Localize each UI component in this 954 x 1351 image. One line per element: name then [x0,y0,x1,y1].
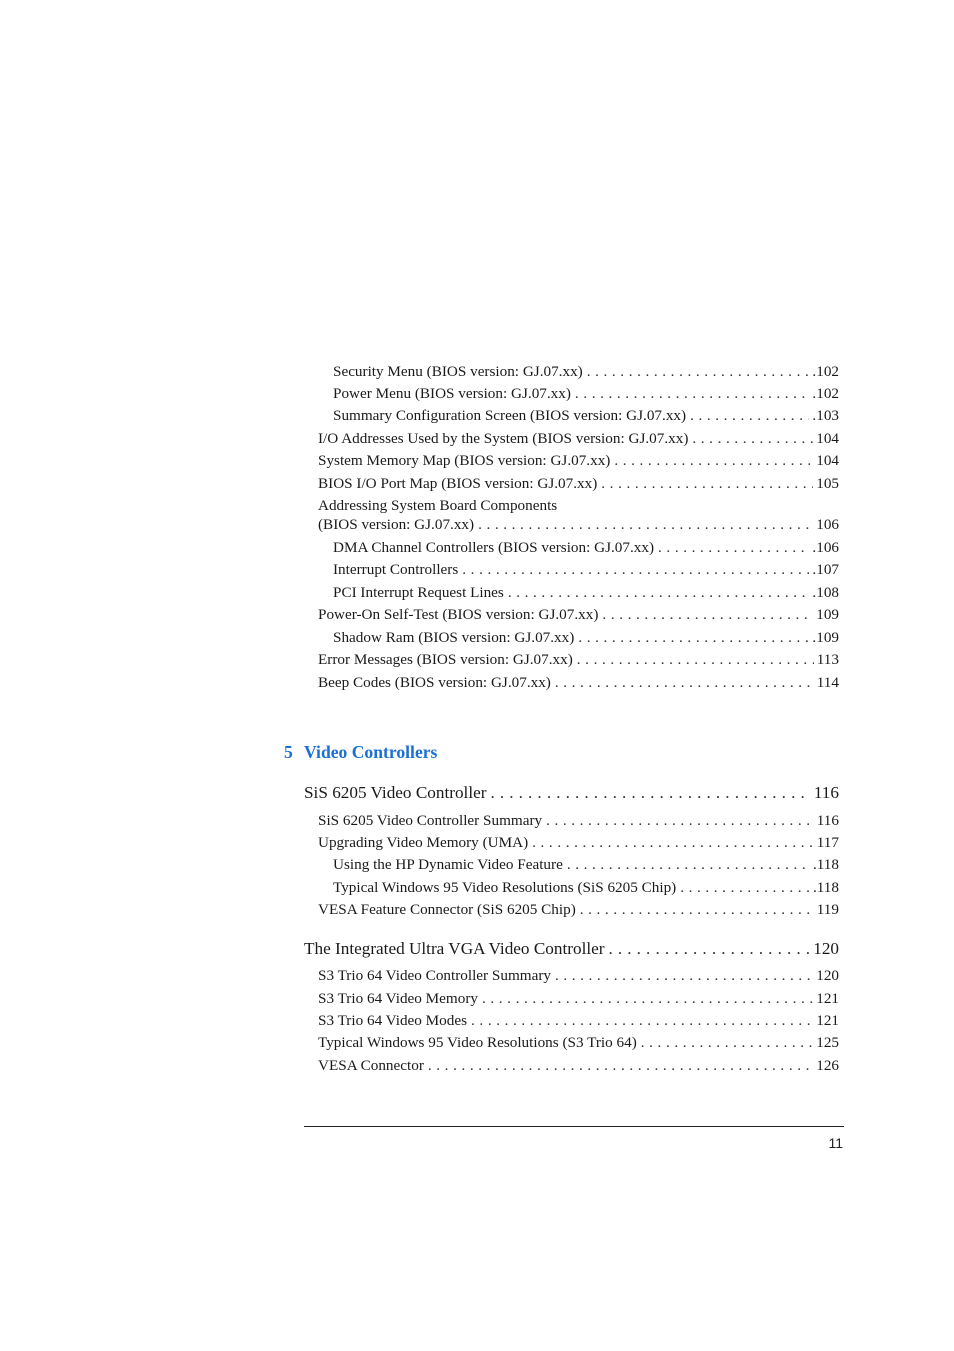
toc-entry-page: 121 [816,990,839,1007]
toc-entry[interactable] [333,582,839,604]
chapter-number: 5 [284,742,293,762]
toc-entry-page: 113 [816,651,839,668]
dot-leader [580,899,814,921]
toc-entry[interactable] [318,473,839,495]
toc-entry-title: Error Messages (BIOS version: GJ.07.xx) [318,651,573,668]
dot-leader [532,832,814,854]
toc-entry-title: (BIOS version: GJ.07.xx) [318,516,475,533]
toc-entry-title: Security Menu (BIOS version: GJ.07.xx) [333,363,583,380]
toc-entry-title: VESA Feature Connector (SiS 6205 Chip) [318,901,576,918]
dot-leader [462,559,809,581]
toc-entry-page: 125 [816,1034,839,1051]
dot-leader [690,405,809,427]
toc-entry-title: System Memory Map (BIOS version: GJ.07.xx) [318,452,611,469]
toc-entry-title: VESA Connector [318,1057,424,1074]
toc-entry-page: .108 [812,584,839,601]
toc-entry-page: .102 [812,385,839,402]
toc-entry-title: Using the HP Dynamic Video Feature [333,856,563,873]
dot-leader [490,782,810,804]
toc-entry-page: 109 [816,606,839,623]
toc-entry-page: 126 [816,1057,839,1074]
toc-entry-title: Power Menu (BIOS version: GJ.07.xx) [333,385,571,402]
toc-entry-title: Interrupt Controllers [333,561,459,578]
page-number: 11 [828,1135,843,1151]
toc-entry[interactable] [318,899,839,921]
toc-entry-page: 104 [816,430,839,447]
toc-entry-page: .103 [812,407,839,424]
toc-entry-page: .106 [812,539,839,556]
dot-leader [567,854,810,876]
toc-entry-page: 120 [813,939,839,958]
dot-leader [680,877,810,899]
dot-leader [482,988,813,1010]
toc-entry-title: Power-On Self-Test (BIOS version: GJ.07.xx) [318,606,599,623]
toc-entry[interactable] [333,559,839,581]
dot-leader [555,672,814,694]
dot-leader [575,383,810,405]
toc-entry-page: 119 [816,901,839,918]
toc-entry-title: S3 Trio 64 Video Memory [318,990,478,1007]
dot-leader [608,938,810,960]
toc-entry-page: 116 [816,812,839,829]
toc-entry-title: Typical Windows 95 Video Resolutions (S3 Trio 64) [318,1034,637,1051]
toc-entry[interactable] [318,672,839,694]
toc-entry-page: 116 [813,783,839,802]
chapter-heading[interactable] [284,742,437,763]
toc-entry-page: .118 [812,856,839,873]
dot-leader [641,1032,813,1054]
toc-entry-title: SiS 6205 Video Controller Summary [318,812,543,829]
toc-section-heading[interactable] [304,782,839,804]
toc-entry-page: 121 [816,1012,839,1029]
dot-leader [471,1010,813,1032]
dot-leader [478,514,813,536]
toc-entry[interactable] [333,361,839,383]
dot-leader [508,582,810,604]
toc-entry-title: S3 Trio 64 Video Controller Summary [318,967,551,984]
toc-entry[interactable] [333,627,839,649]
toc-entry[interactable] [318,810,839,832]
toc-entry[interactable] [333,405,839,427]
toc-entry-page: 120 [816,967,839,984]
toc-entry-page: 104 [816,452,839,469]
dot-leader [601,473,813,495]
toc-entry-title: Beep Codes (BIOS version: GJ.07.xx) [318,674,551,691]
toc-entry[interactable] [333,537,839,559]
toc-entry[interactable] [318,428,839,450]
dot-leader [692,428,813,450]
dot-leader [614,450,813,472]
toc-entry-first-line[interactable]: Addressing System Board Components [318,497,558,514]
toc-entry[interactable] [333,854,839,876]
toc-entry-title: Typical Windows 95 Video Resolutions (SiS 6205 Chip) [333,879,677,896]
toc-section-heading[interactable] [304,938,839,960]
toc-entry-title: SiS 6205 Video Controller [304,783,487,802]
toc-entry[interactable] [333,877,839,899]
toc-entry[interactable] [318,514,839,536]
toc-entry[interactable] [318,1010,839,1032]
toc-entry-page: .107 [812,561,839,578]
toc-entry-title: Shadow Ram (BIOS version: GJ.07.xx) [333,629,575,646]
toc-entry-page: 117 [816,834,839,851]
dot-leader [546,810,814,832]
toc-entry-title: PCI Interrupt Request Lines [333,584,504,601]
dot-leader [578,627,809,649]
toc-entry[interactable] [318,965,839,987]
toc-entry-page: 106 [816,516,839,533]
chapter-title: Video Controllers [304,742,438,762]
dot-leader [587,361,810,383]
toc-entry[interactable] [318,649,839,671]
toc-entry-page: .102 [812,363,839,380]
toc-entry[interactable] [318,604,839,626]
toc-entry-page: 105 [816,475,839,492]
toc-entry[interactable] [318,832,839,854]
dot-leader [602,604,813,626]
toc-entry-title: DMA Channel Controllers (BIOS version: GJ.07.xx) [333,539,655,556]
toc-entry[interactable] [318,1055,839,1077]
dot-leader [428,1055,813,1077]
toc-entry-title: Summary Configuration Screen (BIOS version: GJ.07.xx) [333,407,687,424]
toc-entry-page: .109 [812,629,839,646]
toc-entry-title: BIOS I/O Port Map (BIOS version: GJ.07.xx) [318,475,598,492]
toc-entry[interactable] [318,450,839,472]
dot-leader [577,649,814,671]
toc-entry-page: 114 [816,674,839,691]
toc-entry-page: .118 [812,879,839,896]
footer-rule [304,1126,844,1127]
toc-entry-title: I/O Addresses Used by the System (BIOS version: GJ.07.xx) [318,430,689,447]
toc-entry[interactable] [318,988,839,1010]
toc-entry[interactable] [333,383,839,405]
toc-entry-title: S3 Trio 64 Video Modes [318,1012,468,1029]
toc-entry[interactable] [318,1032,839,1054]
dot-leader [555,965,813,987]
dot-leader [658,537,809,559]
toc-entry-title: Upgrading Video Memory (UMA) [318,834,529,851]
toc-entry-title: The Integrated Ultra VGA Video Controller [304,939,605,958]
